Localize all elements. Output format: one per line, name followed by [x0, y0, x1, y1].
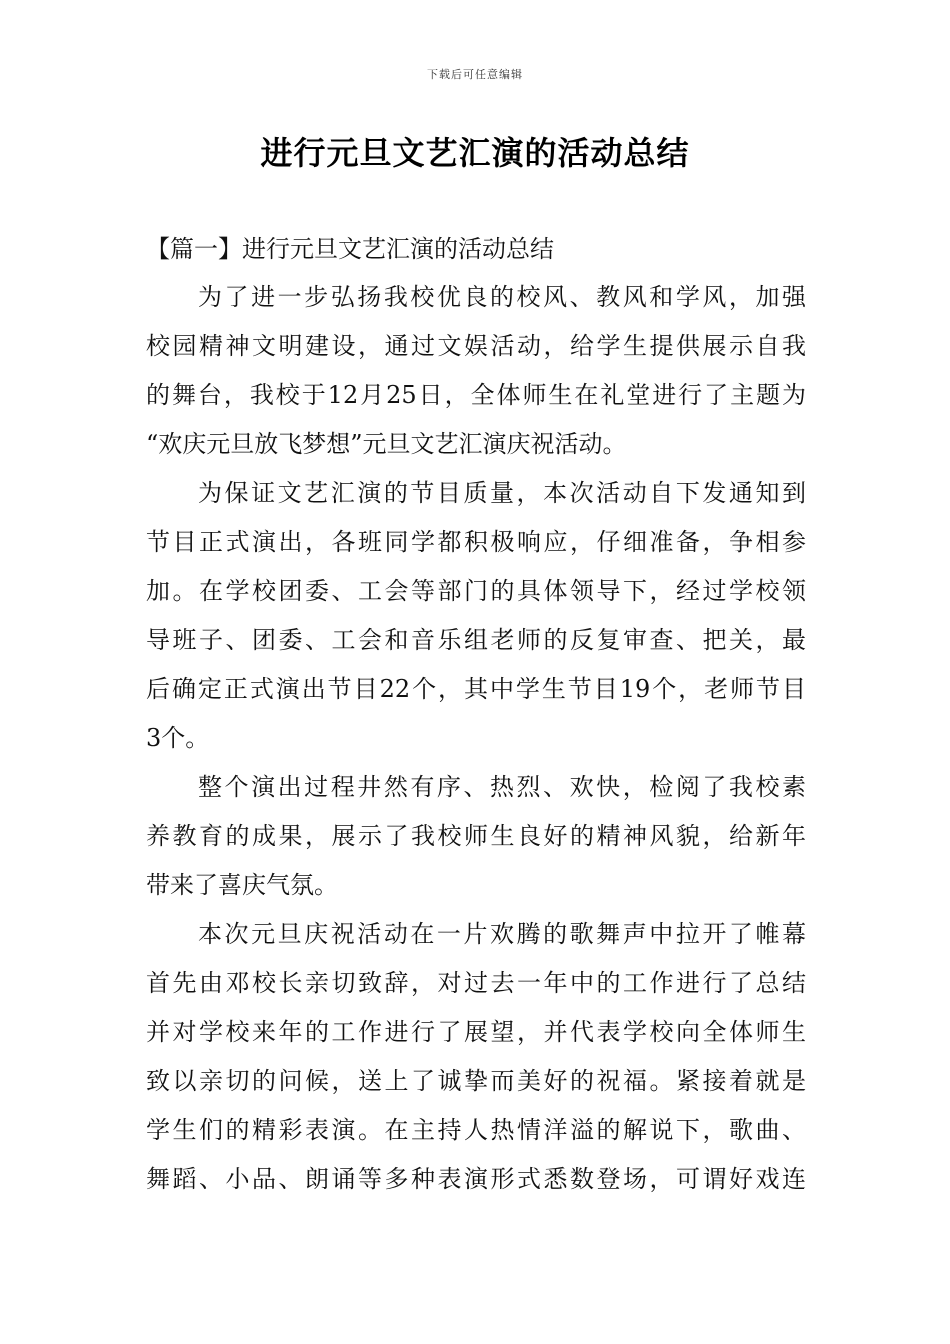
document-title: 进行元旦文艺汇演的活动总结 [260, 134, 690, 172]
text-line: 加。在学校团委、工会等部门的具体领导下，经过学校领 [146, 577, 806, 605]
text-line: 致以亲切的问候，送上了诚挚而美好的祝福。紧接着就是 [146, 1067, 806, 1095]
paragraph [146, 763, 806, 910]
text-line: 养教育的成果，展示了我校师生良好的精神风貌，给新年 [146, 822, 806, 850]
text-line: 导班子、团委、工会和音乐组老师的反复审查、把关，最 [146, 626, 806, 654]
document-body [146, 226, 806, 1204]
text-line: 3个。 [146, 724, 210, 752]
text-line: 的舞台，我校于12月25日，全体师生在礼堂进行了主题为 [146, 381, 806, 409]
text-line: 整个演出过程井然有序、热烈、欢快，检阅了我校素 [198, 773, 806, 801]
paragraph [146, 273, 806, 469]
text-line: 本次元旦庆祝活动在一片欢腾的歌舞声中拉开了帷幕 [198, 920, 806, 948]
text-line: 带来了喜庆气氛。 [146, 871, 338, 899]
section-heading: 【篇一】进行元旦文艺汇演的活动总结 [146, 235, 554, 263]
text-line: 舞蹈、小品、朗诵等多种表演形式悉数登场，可谓好戏连 [146, 1165, 806, 1193]
text-line: “欢庆元旦放飞梦想”元旦文艺汇演庆祝活动。 [146, 430, 627, 458]
paragraph [146, 469, 806, 763]
text-line: 为保证文艺汇演的节目质量，本次活动自下发通知到 [198, 479, 806, 507]
text-line: 为了进一步弘扬我校优良的校风、教风和学风，加强 [198, 283, 806, 311]
paragraph [146, 910, 806, 1204]
page-header-note: 下载后可任意编辑 [427, 68, 523, 81]
text-line: 后确定正式演出节目22个，其中学生节目19个，老师节目 [146, 675, 806, 703]
text-line: 校园精神文明建设，通过文娱活动，给学生提供展示自我 [146, 332, 806, 360]
text-line: 节目正式演出，各班同学都积极响应，仔细准备，争相参 [146, 528, 806, 556]
text-line: 学生们的精彩表演。在主持人热情洋溢的解说下，歌曲、 [146, 1116, 806, 1144]
text-line: 并对学校来年的工作进行了展望，并代表学校向全体师生 [146, 1018, 806, 1046]
text-line: 首先由邓校长亲切致辞，对过去一年中的工作进行了总结 [146, 969, 806, 997]
